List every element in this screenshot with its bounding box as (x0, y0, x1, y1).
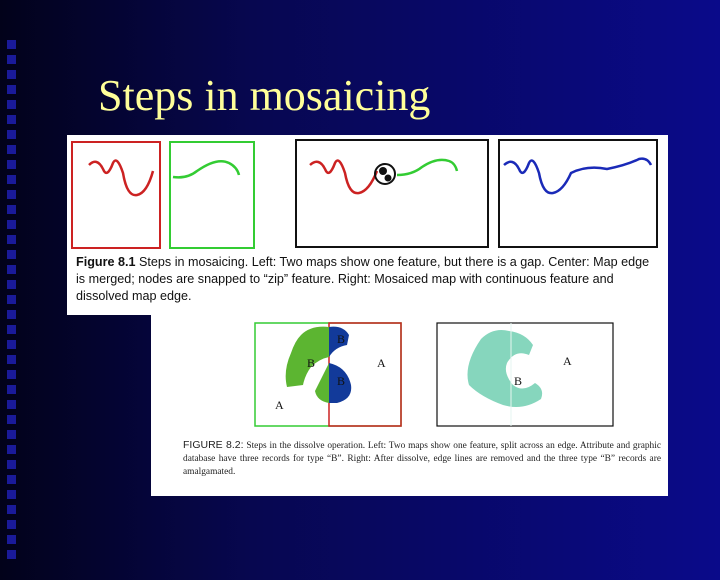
label-a-bottom: A (275, 398, 284, 412)
left-feature-line (89, 161, 153, 196)
slide-title: Steps in mosaicing (98, 71, 431, 120)
figure-8-1-label: Figure 8.1 (76, 255, 136, 269)
left-map-frame (72, 142, 160, 248)
figure-8-2-caption (183, 439, 661, 479)
label-b-left: B (307, 356, 316, 370)
green-polygon-lower (315, 363, 329, 403)
continuous-feature-line (504, 159, 651, 194)
figure-8-2-label: FIGURE 8.2: (183, 439, 244, 451)
label-b-top: B (337, 332, 346, 346)
figure-8-2 (151, 315, 668, 496)
figure-8-1-text: Steps in mosaicing. Left: Two maps show one feature, but there is a gap. Center: Map edge is merged; nodes are snapped to “zip” feature. Right: Mosaiced map with continuous feature and dissolved map edge. (76, 255, 650, 303)
label-b: B (514, 374, 523, 388)
center-map-frame (296, 140, 488, 247)
label-a: A (563, 354, 572, 368)
right-map-frame (170, 142, 254, 248)
center-green-line (397, 160, 457, 175)
figure-8-2-text: Steps in the dissolve operation. Left: Two maps show one feature, split across an edge. Attribute and graphic database have three records for type “B”. Right: After dissolve, edge lines are removed and the three type “B” records are amalgamated. (183, 441, 661, 477)
right-feature-line (173, 161, 239, 177)
bullet-strip (0, 0, 22, 580)
label-a-right: A (377, 356, 386, 370)
label-b-bottom: B (337, 374, 346, 388)
mosaiced-map-frame (499, 140, 657, 247)
figure-8-1-caption (76, 254, 661, 305)
center-red-line (310, 161, 377, 194)
snapped-node-icon (379, 167, 387, 175)
snapped-node-icon (385, 175, 392, 182)
dissolved-polygon (468, 330, 543, 407)
figure-8-1 (67, 135, 668, 315)
